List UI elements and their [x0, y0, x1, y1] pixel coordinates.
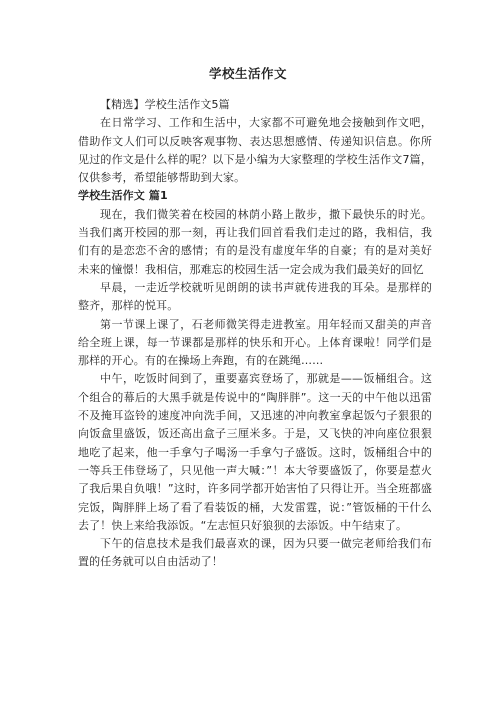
- body-paragraph: 中午，吃饭时间到了，重要嘉宾登场了，那就是——饭桶组合。这个组合的幕后的大黑手就是传说中的“陶胖胖”。这一天的中午他以迅雷不及掩耳盗铃的速度冲向洗手间，又迅速的冲向教室拿起饭勺子狠狠的向饭盒里盛饭，饭还高出盒子三厘米多。于是，又飞快的冲向座位狠狠地吃了起来，他一手拿勺子喝汤一手拿勺子盛饭。这时，饭桶组合中的一等兵王伟登场了，只见他一声大喊：”！本大爷要盛饭了，你要是惹火了我后果自负哦！”这时，许多同学都开始害怕了只得让开。当全班都盛完饭，陶胖胖上场了看了看装饭的桶，大发雷霆，说：”管饭桶的干什么去了！快上来给我添饭。“左志恒只好狼狈的去添饭。中午结束了。: [78, 372, 432, 532]
- document-title: 学校生活作文: [208, 66, 287, 81]
- document-body: [78, 96, 432, 572]
- body-paragraph: 第一节课上课了，石老师微笑得走进教室。用年轻而又甜美的声音给全班上课，每一节课都是那样的快乐和开心。上体育课啦！同学们是那样的开心。有的在操场上奔跑，有的在跳绳……: [78, 317, 432, 368]
- section-heading: 学校生活作文 篇1: [78, 189, 168, 203]
- body-paragraph: 下午的信息技术是我们最喜欢的课，因为只要一做完老师给我们布置的任务就可以自由活动了！: [78, 537, 432, 569]
- body-paragraph: 早晨，一走近学校就听见朗朗的读书声就传进我的耳朵。是那样的整齐，那样的悦耳。: [78, 280, 432, 313]
- preface-paragraph: 在日常学习、工作和生活中，大家都不可避免地会接触到作文吧，借助作文人们可以反映客观事物、表达思想感情、传递知识信息。你所见过的作文是什么样的呢？以下是小编为大家整理的学校生活作文7篇，仅供参考，希望能够帮助到大家。: [78, 116, 432, 185]
- body-paragraph: 现在，我们微笑着在校园的林荫小路上散步，撒下最快乐的时光。当我们离开校园的那一刻，再让我们回首看我们走过的路，我相信，我们有的是恋恋不舍的感情；有的是没有虚度年华的自豪；有的是对美好未来的憧憬！我相信，那难忘的校园生活一定会成为我们最美好的回忆: [78, 207, 432, 276]
- intro-line: 【精选】学校生活作文5篇: [100, 98, 230, 111]
